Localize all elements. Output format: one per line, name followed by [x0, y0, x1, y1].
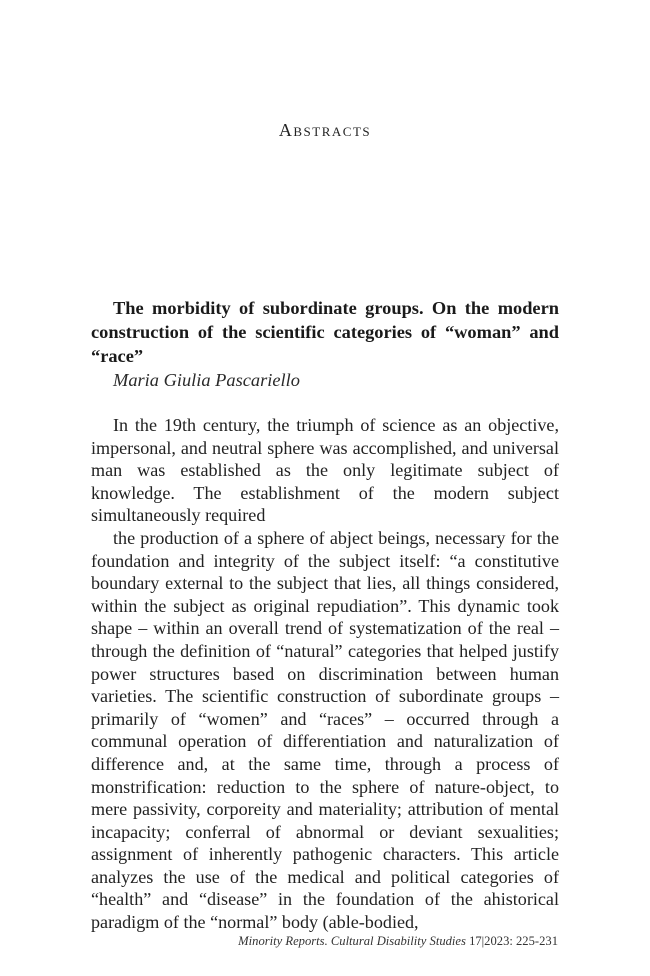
- abstract-paragraph-2: the production of a sphere of abject beings, necessary for the foundation and integrity of the subject itself: “a constitutive boundary external to the subject that lies, all things considered, within the subject as original repudiation”. This dynamic took shape – within an overall trend of systematization of the real – through the definition of “natural” categories that helped justify power structures based on discrimination between human varieties. The scientific construction of subordinate groups – primarily of “women” and “races” – occurred through a communal operation of differentiation and naturalization of difference and, at the same time, through a process of monstrification: reduction to the sphere of nature-object, to mere passivity, corporeity and materiality; attribution of mental incapacity; conferral of abnormal or deviant sexualities; assignment of inherently pathogenic characters. This article analyzes the use of the medical and political categories of “health” and “disease” in the foundation of the ahistorical paradigm of the “normal” body (able-bodied,: [91, 527, 559, 933]
- footer-issue: 17|2023: 225-231: [469, 934, 558, 948]
- page-footer: [0, 934, 558, 949]
- footer-journal: Minority Reports. Cultural Disability Studies: [238, 934, 466, 948]
- article-author: Maria Giulia Pascariello: [113, 370, 300, 390]
- abstract-article: [91, 296, 559, 934]
- article-title: The morbidity of subordinate groups. On the modern construction of the scientific categories of “woman” and “race”: [91, 298, 559, 366]
- section-title: Abstracts: [278, 120, 372, 140]
- abstract-paragraph-1: In the 19th century, the triumph of science as an objective, impersonal, and neutral sphere was accomplished, and universal man was established as the only legitimate subject of knowledge. The establishment of the modern subject simultaneously required: [91, 415, 559, 526]
